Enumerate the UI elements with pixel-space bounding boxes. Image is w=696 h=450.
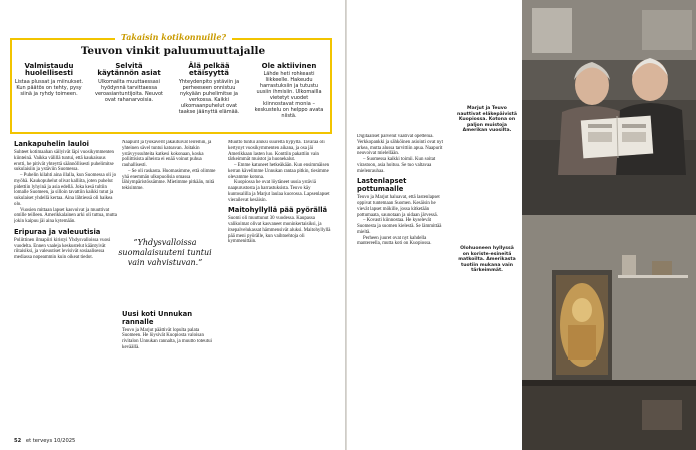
- col1-para-2: – Puhelin kilahti aina illalla, kun Suomessa oli jo myöhä. Kaukopuhelut olivat kalliita, joten puhelut pidettiin lyhyinä ja asia edellä. Joka kesä tultiin lomalle Suomeen, ja silloin tavattiin kaikki tutut ja sukulaiset yhdellä kertaa. Aina lähtiessä oli haikea olo.: [14, 173, 117, 207]
- col4-para-5: Perheen juuret ovat nyt kahdella mantereella, mutta koti on Kuopiossa.: [357, 235, 432, 247]
- column-1: [14, 140, 117, 432]
- column-4: [357, 134, 443, 436]
- heading-eripuraa: Eripuraa ja valeuutisia: [14, 227, 101, 236]
- pull-quote: ”Yhdysvalloissa suomalaisuuteni tuntui vain vahvistuvan.”: [118, 238, 212, 267]
- box-kicker: Takaisin kotikonnuille?: [115, 32, 232, 42]
- couple-reading-photo: [522, 0, 696, 215]
- page-number: 52: [14, 438, 22, 444]
- couple-reading-illustration: [522, 0, 696, 215]
- col3-para-3: Kuopiossa he ovat löytäneet uusia ystäviä naapurustosta ja harrastuksista. Teuvo käy kuntosalilla ja Marjut laulaa kuorossa. Lapsenlapset vierailevat kesäisin.: [228, 180, 330, 203]
- col1-para-1: Suhteet kotimaahan säilyivät läpi vuosikymmenten kiinteinä. Vaikka välillä tuntui, että kaukaisuus erotti, he pitivät yhteyttä säännöllisesti puhelimitse sukulaisiin ja ystäviin Suomessa.: [14, 150, 114, 173]
- page-footer: [14, 438, 75, 444]
- col2-para-1: Naapurit ja työkaverit jakautuivat leireihin, ja yhteinen sävel tuntui katoavan. Joitakin ystävyyssuhteita katkesi kokonaan, koska poliittisista aiheista ei enää voinut puhua rauhallisesti.: [122, 140, 212, 168]
- col1-para-3: Vuosien mittaan lapset kasvoivat ja muuttivat omille teilleen. Amerikkalainen arki oli tuttua, mutta jokin kaipuu jäi aina kytemään.: [14, 207, 117, 224]
- tip-2-title: Selvitä käytännön asiat: [97, 62, 161, 78]
- shelf-illustration: [522, 215, 696, 450]
- tip-3: [174, 63, 244, 115]
- right-page: [347, 0, 696, 450]
- tip-4-body: Lähde heti rohkeasti liikkeelle. Hakeudu harrastuksiin ja tutustu uusiin ihmisiin. Ulkomailla vietetyt vuodet kiinnostavat monia – keskustelu on helppo avata niistä.: [254, 71, 324, 120]
- tip-2-body: Ulkomailta muuttaessasi hyödynnä tarvittaessa veroasiantuntijoita. Neuvot ovat rahanarvoisia.: [95, 78, 163, 103]
- left-page: [0, 0, 346, 450]
- column-3: [228, 140, 332, 432]
- col3-para-2: – Emme katuneet hetkeäkään. Kun ensimmäisen kerran kävelimme Unnukan rantaa pitkin, tiesimme olevamme kotona.: [228, 163, 330, 180]
- tips-row: [14, 63, 326, 125]
- publication-name: et terveys 10/2025: [25, 438, 76, 444]
- tip-1-title: Valmistaudu huolellisesti: [24, 62, 74, 78]
- heading-maitohyllylla: Maitohyllyllä pää pyörällä: [228, 206, 328, 215]
- col4-para-2: – Suomessa kaikki toimii. Kun soitat virastoon, asia hoituu. Se tuo valtavaa mielenrauhaa.: [357, 157, 436, 174]
- heading-lastenlapset: Lastenlapset pottumaalle: [357, 177, 407, 194]
- col3-para-1: Muutto tuntui aluksi suurelta hypyltä. Tavaraa oli kertynyt vuosikymmenten aikana, ja osa jäi Amerikkaan lasten luo. Konttiin pakattiin vain tärkeimmät muistot ja huonekalut.: [228, 140, 325, 163]
- photo1-caption: Marjut ja Teuvo nauttivat eläkepäivistä Kuopiossa. Kotona on paljon muistoja Amerikan vuosilta.: [457, 106, 517, 134]
- col2-para-2: – Se oli raskasta. Huomasimme, että olimme yhä enemmän ulkopuolisia omassa lähiympäristössämme. Mietimme pitkään, mitä tekisimme.: [122, 168, 216, 191]
- tip-2: [94, 63, 164, 103]
- col2-para-4: Teuvo ja Marjut päättivät lopulta palata Suomeen. He löysivät Kuopiosta valoisan rivitalon Unnukan rannalta, ja muutto toteutui keväällä.: [122, 327, 212, 350]
- heading-uusi-koti: Uusi koti Unnukan rannalle: [122, 309, 193, 326]
- heading-lankapuhelin: Lankapuhelin lauloi: [14, 140, 89, 148]
- col4-para-4: – Kovasti kiinnostaa. He kyselevät Suomesta ja suomen kielestä. Se lämmittää mieltä.: [357, 218, 442, 235]
- photo2-caption: Olohuoneen hyllyssä on koriste-esineitä matkoilta. Amerikasta tuotiin mukana vain tärkeimmät.: [458, 246, 516, 274]
- col4-para-3: Teuvo ja Marjut haluavat, että lastenlapset oppivat tuntemaan Suomen. Kesäisin he vievät lapset mökille, jossa kitketään pottumaata, saunotaan ja uidaan järvessä.: [357, 195, 440, 218]
- col3-para-4: Suomi oli muuttunut 30 vuodessa. Kaupassa valikoimat olivat kasvaneet moninkertaisiksi, ja itsepalvelukassat hämmensivät aluksi. Maitohyllyllä pää meni pyörälle, kun vaihtoehtoja oli kymmenittäin.: [228, 216, 331, 245]
- col4-para-1: Digitaaliset palvelut vaativat opettelua. Verkkopankki ja sähköinen asiointi ovat nyt arkea, mutta alussa tarvittiin apua. Naapurit neuvoivat mielellään.: [357, 134, 443, 157]
- tip-4-title: Ole aktiivinen: [261, 62, 317, 70]
- tip-3-title: Älä pelkää etäisyyttä: [188, 62, 230, 78]
- tip-1: [14, 63, 84, 97]
- tip-1-body: Listaa plussat ja miinukset. Kun päätös on tehty, pysy siinä ja ryhdy toimeen.: [14, 78, 84, 97]
- tip-4: [254, 63, 324, 119]
- tip-3-body: Yhteydenpito ystäviin ja perheeseen onnistuu nykyään puhelimitse ja verkossa. Kaikki ulkomaanpuhelut ovat taakse jäänyttä elämää.: [178, 78, 240, 115]
- col1-para-4: Poliittinen ilmapiiri kiristyi Yhdysvalloissa vuosi vuodelta. Ennen vaaleja keskustelut kääntyivät riitaisiksi, ja valeuutiset levisivät sosiaalisessa mediassa nopeammin kuin oikeat tiedot.: [14, 237, 111, 260]
- living-room-shelf-photo: [522, 215, 696, 450]
- box-title: Teuvon vinkit paluumuuttajalle: [80, 45, 266, 57]
